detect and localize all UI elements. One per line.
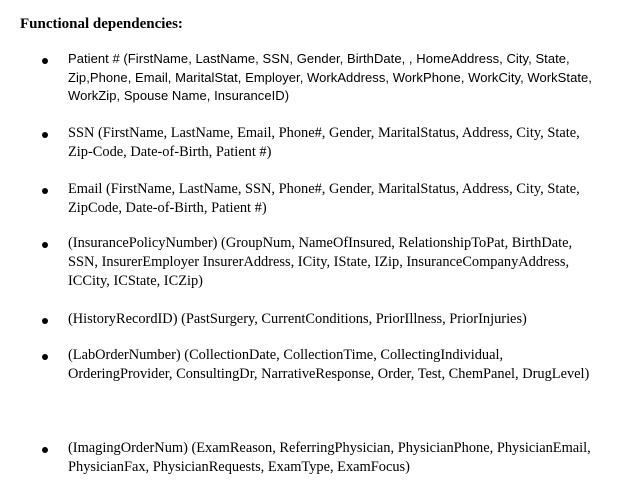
dependency-text: (ImagingOrderNum) (ExamReason, ReferringPhysician, PhysicianPhone, PhysicianEmail, PhysicianFax, PhysicianRequests, ExamType, ExamFocus) (68, 440, 591, 475)
dependency-text: Email (FirstName, LastName, SSN, Phone#, Gender, MaritalStatus, Address, City, State, ZipCode, Date-of-Birth, Patient #) (68, 181, 580, 216)
dependency-text: SSN (FirstName, LastName, Email, Phone#, Gender, MaritalStatus, Address, City, State, Zip-Code, Date-of-Birth, Patient #) (68, 125, 580, 160)
bullet-icon (42, 242, 48, 248)
dependency-text: (HistoryRecordID) (PastSurgery, CurrentConditions, PriorIllness, PriorInjuries) (68, 311, 527, 327)
dependency-text: (InsurancePolicyNumber) (GroupNum, NameOfInsured, RelationshipToPat, BirthDate, SSN, InsurerEmployer InsurerAddress, ICity, IState, IZip, InsuranceCompanyAddress, ICCity, ICState, ICZip) (68, 235, 573, 289)
bullet-icon (42, 132, 48, 138)
bullet-icon (42, 447, 48, 453)
bullet-icon (42, 318, 48, 324)
dependency-text: Patient # (FirstName, LastName, SSN, Gender, BirthDate, , HomeAddress, City, State, Zip,Phone, Email, MaritalStat, Employer, WorkAddress, WorkPhone, WorkCity, WorkState, WorkZip, Spouse Name, InsuranceID) (68, 51, 592, 103)
bullet-icon (42, 58, 48, 64)
dependency-text: (LabOrderNumber) (CollectionDate, CollectionTime, CollectingIndividual, OrderingProvider, ConsultingDr, NarrativeResponse, Order, Test, ChemPanel, DrugLevel) (68, 347, 590, 382)
bullet-icon (42, 188, 48, 194)
bullet-icon (42, 354, 48, 360)
document-heading: Functional dependencies: (20, 16, 183, 32)
